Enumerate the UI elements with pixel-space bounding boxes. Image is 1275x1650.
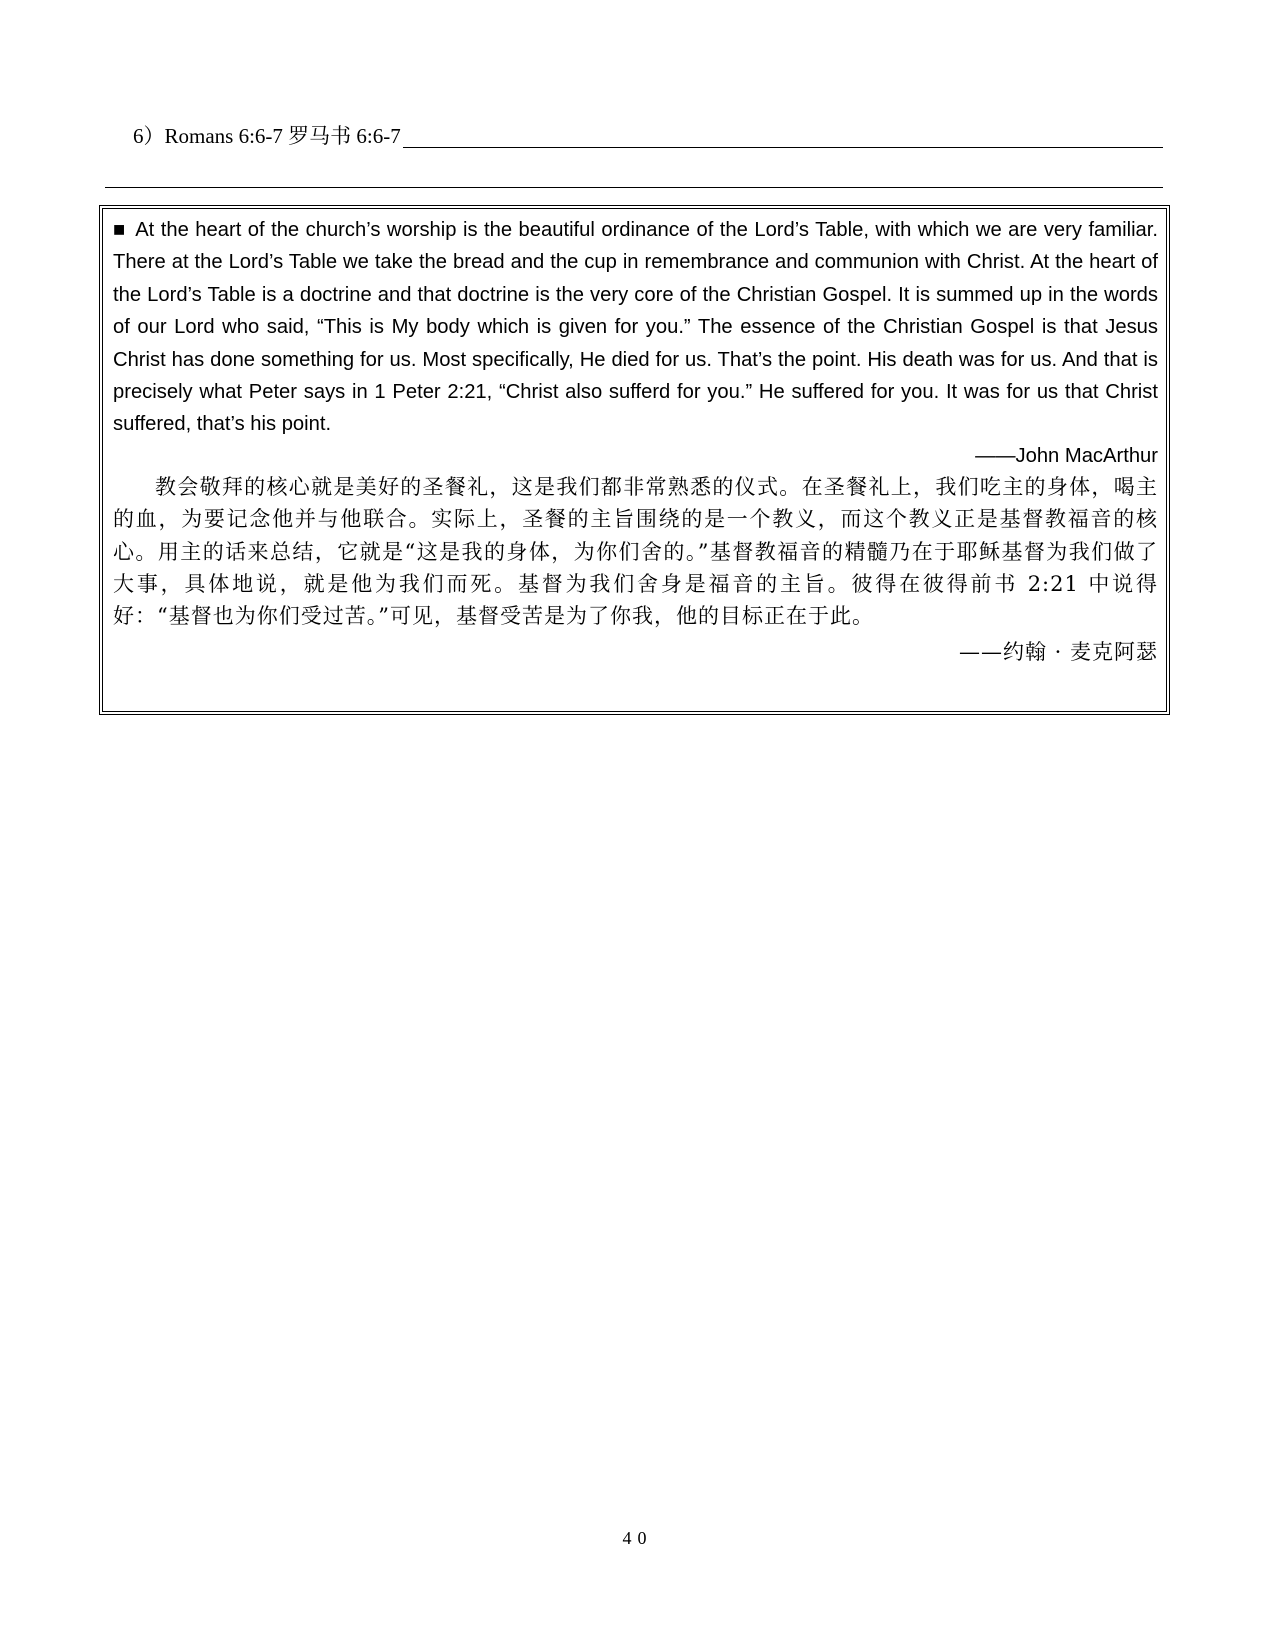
chinese-quote: 教会敬拜的核心就是美好的圣餐礼，这是我们都非常熟悉的仪式。在圣餐礼上，我们吃主的身体，喝主的血，为要记念他并与他联合。实际上，圣餐的主旨围绕的是一个教义，而这个教义正是基督教福音的核心。用主的话来总结，它就是“这是我的身体，为你们舍的。”基督教福音的精髓乃在于耶稣基督为我们做了大事，具体地说，就是他为我们而死。基督为我们舍身是福音的主旨。彼得在彼得前书 2:21 中说得好：“基督也为你们受过苦。”可见，基督受苦是为了你我，他的目标正在于此。 — [113, 474, 1158, 629]
english-attribution: ——John MacArthur — [975, 444, 1158, 467]
page-number: 40 — [622, 1528, 653, 1548]
square-bullet-icon: ■ — [113, 219, 126, 241]
english-quote-text: At the heart of the church’s worship is the beautiful ordinance of the Lord’s Table, with which we are very familiar. There at the Lord’s Table we take the bread and the cup in remembrance and communion with Christ. At the heart of the Lord’s Table is a doctrine and that doctrine is the very core of the Christian Gospel. It is summed up in the words of our Lord who said, “This is My body which is given for you.” The essence of the Christian Gospel is that Jesus Christ has done something for us. Most specifically, He died for us. That’s the point. His death was for us. And that is precisely what Peter says in 1 Peter 2:21, “Christ also sufferd for you.” He suffered for you. It was for us that Christ suffered, that’s his point. — [113, 219, 1158, 436]
english-quote — [113, 214, 1158, 441]
chinese-attribution: ——约翰 · 麦克阿瑟 — [958, 639, 1158, 664]
answer-line[interactable] — [105, 187, 1163, 188]
quote-box — [99, 205, 1170, 715]
question-label: 6）Romans 6:6-7 罗马书 6:6-7 — [133, 124, 401, 148]
answer-blank[interactable] — [403, 129, 1163, 148]
question-romans-6-6-7 — [133, 118, 1163, 148]
